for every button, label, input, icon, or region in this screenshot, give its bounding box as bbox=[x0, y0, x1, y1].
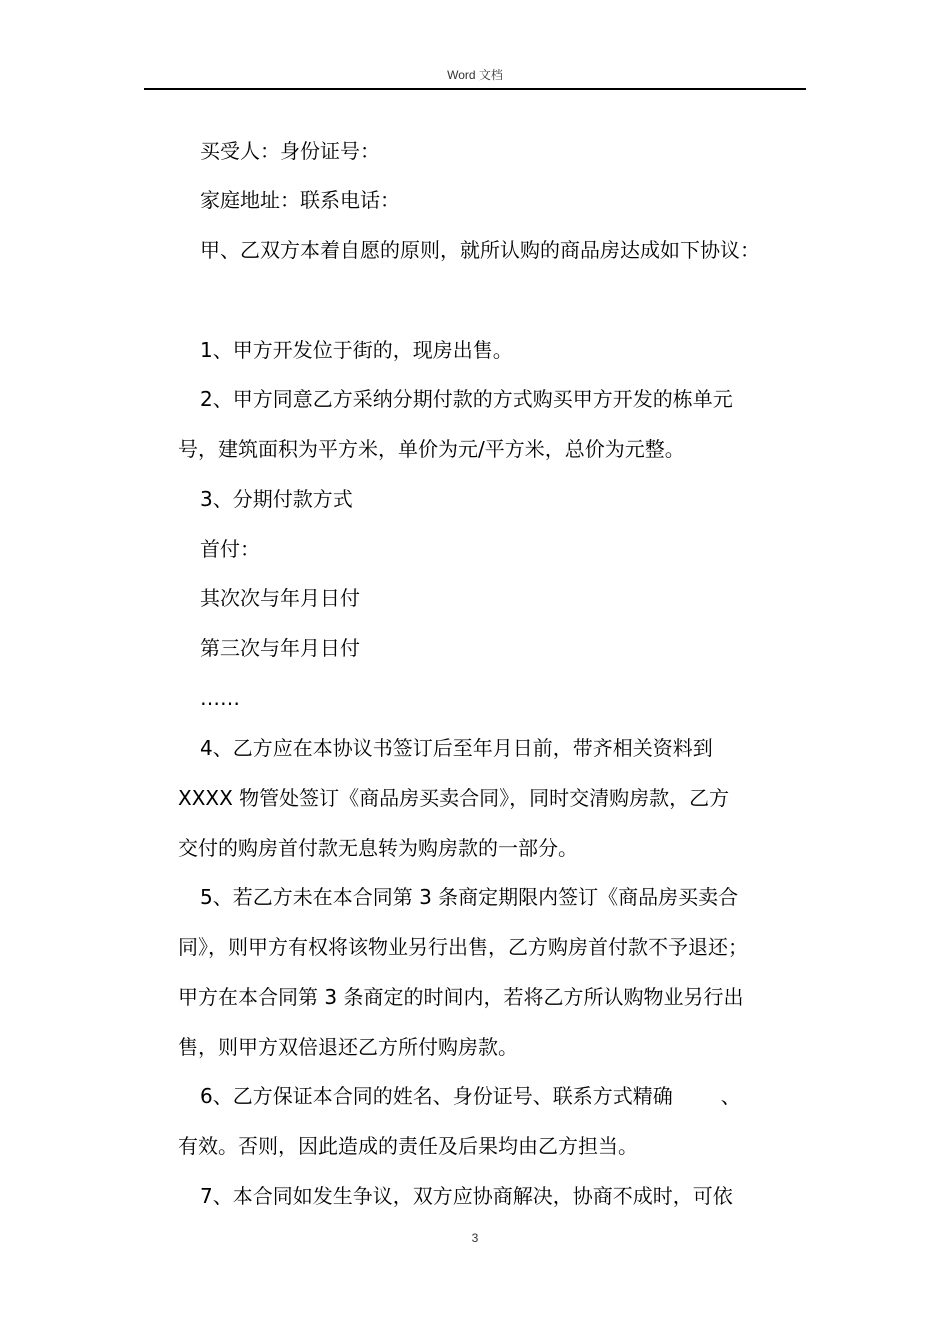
ellipsis-line: …… bbox=[200, 686, 240, 710]
clause-5-line-3: 甲方在本合同第 3 条商定的时间内，若将乙方所认购物业另行出 bbox=[178, 985, 744, 1009]
clause-1: 1、甲方开发位于街的，现房出售。 bbox=[200, 338, 513, 362]
clause-6-text: 6、乙方保证本合同的姓名、身份证号、联系方式精确 bbox=[200, 1084, 673, 1108]
clause-6-comma: 、 bbox=[720, 1084, 741, 1108]
buyer-id-line: 买受人：身份证号： bbox=[200, 139, 380, 163]
page-number: 3 bbox=[471, 1231, 479, 1245]
header-divider bbox=[144, 88, 806, 90]
clause-2-line-1: 2、甲方同意乙方采纳分期付款的方式购买甲方开发的栋单元 bbox=[200, 387, 733, 411]
first-payment-line: 首付： bbox=[200, 537, 260, 561]
clause-6-line-1 bbox=[200, 1083, 840, 1109]
clause-5-line-2: 同》，则甲方有权将该物业另行出售，乙方购房首付款不予退还； bbox=[178, 935, 748, 959]
address-phone-line: 家庭地址：联系电话： bbox=[200, 188, 400, 212]
clause-6-line-2: 有效。否则，因此造成的责任及后果均由乙方担当。 bbox=[178, 1134, 638, 1158]
clause-5-line-4: 售，则甲方双倍退还乙方所付购房款。 bbox=[178, 1035, 518, 1059]
clause-2-line-2: 号，建筑面积为平方米，单价为元/平方米，总价为元整。 bbox=[178, 437, 685, 461]
clause-4-line-2: XXXX 物管处签订《商品房买卖合同》，同时交清购房款，乙方 bbox=[178, 786, 730, 810]
clause-4-line-3: 交付的购房首付款无息转为购房款的一部分。 bbox=[178, 836, 578, 860]
third-payment-line: 第三次与年月日付 bbox=[200, 636, 360, 660]
agreement-intro: 甲、乙双方本着自愿的原则，就所认购的商品房达成如下协议： bbox=[200, 238, 760, 262]
clause-3-heading: 3、分期付款方式 bbox=[200, 487, 353, 511]
header-title: Word 文档 bbox=[447, 68, 503, 82]
second-payment-line: 其次次与年月日付 bbox=[200, 586, 360, 610]
clause-7-line-1: 7、本合同如发生争议，双方应协商解决，协商不成时，可依 bbox=[200, 1184, 733, 1208]
clause-5-line-1: 5、若乙方未在本合同第 3 条商定期限内签订《商品房买卖合 bbox=[200, 885, 739, 909]
clause-4-line-1: 4、乙方应在本协议书签订后至年月日前，带齐相关资料到 bbox=[200, 736, 713, 760]
